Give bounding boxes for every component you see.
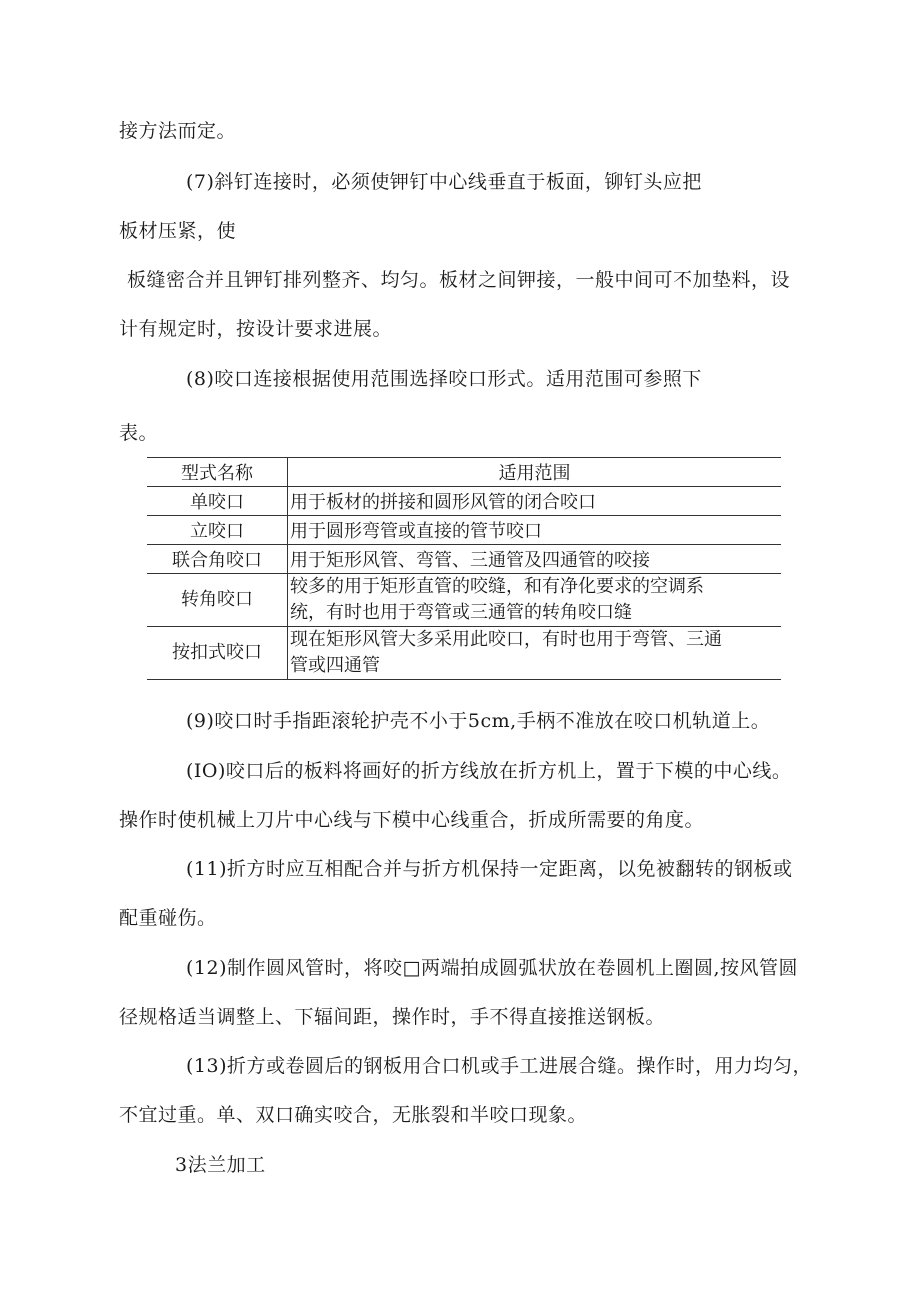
- paragraph-line: (9)咬口时手指距滚轮护壳不小于5cm,手柄不准放在咬口机轨道上。: [186, 710, 771, 732]
- paragraph-line: (IO)咬口后的板料将画好的折方线放在折方机上，置于下模的中心线。: [186, 760, 792, 782]
- paragraph-line: (11)折方时应互相配合并与折方机保持一定距离，以免被翻转的钢板或: [186, 858, 793, 880]
- table-row: [147, 574, 781, 627]
- paragraph-line: 径规格适当调整上、下辐间距，操作时，手不得直接推送钢板。: [119, 1006, 666, 1028]
- paragraph-line: (8)咬口连接根据使用范围选择咬口形式。适用范围可参照下: [186, 368, 702, 390]
- seam-type-name: 转角咬口: [147, 574, 288, 627]
- usage-line: 用于矩形风管、弯管、三通管及四通管的咬接: [290, 550, 650, 571]
- paragraph-line: (13)折方或卷圆后的钢板用合口机或手工进展合缝。操作时，用力均匀，: [186, 1055, 813, 1077]
- paragraph-line: 操作时使机械上刀片中心线与下模中心线重合，折成所需要的角度。: [119, 809, 705, 831]
- paragraph-line: 板材压紧，使: [119, 220, 237, 242]
- seam-type-name: 立咬口: [147, 516, 288, 545]
- seam-type-usage: [288, 627, 782, 680]
- table-header-row: [147, 458, 781, 487]
- seam-type-usage: [288, 545, 782, 574]
- usage-line: 管或四通管: [290, 655, 380, 676]
- seam-type-usage: [288, 516, 782, 545]
- table-row: [147, 545, 781, 574]
- seam-type-name: 单咬口: [147, 487, 288, 516]
- table-row: [147, 516, 781, 545]
- usage-line: 较多的用于矩形直管的咬缝，和有净化要求的空调系: [290, 576, 704, 597]
- usage-line: 统，有时也用于弯管或三通管的转角咬口缝: [290, 602, 632, 623]
- paragraph-line: 板缝密合并且钾钉排列整齐、均匀。板材之间钾接，一般中间可不加垫料，设: [127, 269, 791, 291]
- table-row: [147, 627, 781, 680]
- paragraph-line: 计有规定时，按设计要求进展。: [119, 318, 393, 340]
- usage-line: 现在矩形风管大多采用此咬口，有时也用于弯管、三通: [290, 629, 722, 650]
- paragraph-line: (7)斜钉连接时，必须使钾钉中心线垂直于板面，铆钉头应把: [186, 171, 702, 193]
- seam-type-name: 按扣式咬口: [147, 627, 288, 680]
- paragraph-line: 表。: [119, 422, 159, 444]
- paragraph-line: 接方法而定。: [119, 120, 237, 142]
- table-header-cell: 型式名称: [147, 458, 288, 487]
- seam-type-table: [147, 457, 781, 680]
- paragraph-line: (12)制作圆风管时，将咬□两端拍成圆弧状放在卷圆机上圈圆,按风管圆: [186, 957, 798, 979]
- usage-line: 用于圆形弯管或直接的管节咬口: [290, 521, 542, 542]
- seam-type-usage: [288, 487, 782, 516]
- table-row: [147, 487, 781, 516]
- paragraph-line: 配重碰伤。: [119, 907, 217, 929]
- seam-type-usage: [288, 574, 782, 627]
- seam-type-name: 联合角咬口: [147, 545, 288, 574]
- paragraph-line: 不宜过重。单、双口确实咬合，无胀裂和半咬口现象。: [119, 1104, 588, 1126]
- section-heading: 3法兰加工: [175, 1154, 266, 1176]
- table-header-cell: 适用范围: [288, 458, 782, 487]
- usage-line: 用于板材的拼接和圆形风管的闭合咬口: [290, 492, 596, 513]
